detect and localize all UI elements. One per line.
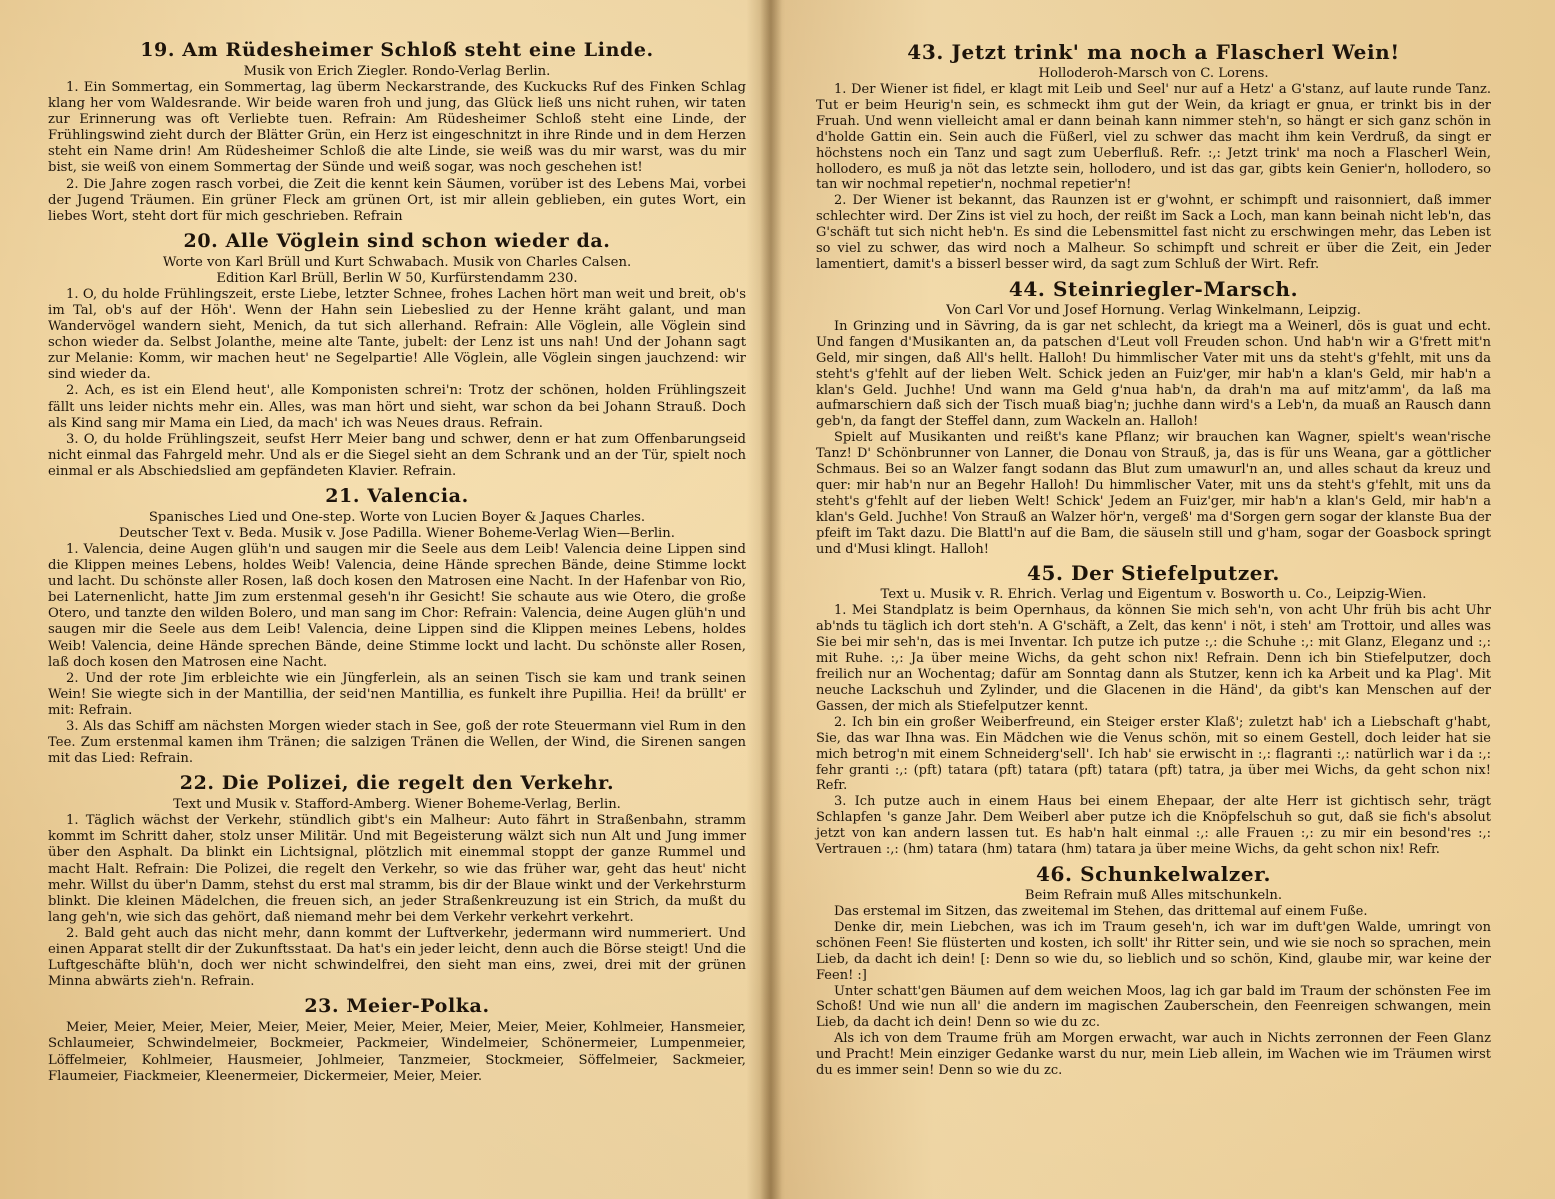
song-credit: Text und Musik v. Stafford-Amberg. Wiener Boheme-Verlag, Berlin.: [173, 797, 621, 813]
song-credit: Edition Karl Brüll, Berlin W 50, Kurfürstendamm 230.: [216, 270, 578, 286]
song-credit: Von Carl Vor und Josef Hornung. Verlag Winkelmann, Leipzig.: [946, 302, 1361, 318]
left-page: [0, 0, 770, 1199]
song-title: 44. Steinriegler-Marsch.: [1008, 276, 1299, 301]
song-title: 21. Valencia.: [325, 484, 469, 507]
song-entry: [48, 38, 746, 225]
song-entry: [48, 229, 746, 480]
lyric-paragraph: Meier, Meier, Meier, Meier, Meier, Meier, Meier, Meier, Meier, Meier, Meier, Kohlmeier, Hansmeier, Schlaumeier, Schwindelmeier, Bockmeier, Packmeier, Windelmeier, Schönermeier, Lumpenmeier, Löffelmeier, Kohlmeier, Hausmeier, Johlmeier, Tanzmeier, Stockmeier, Söffelmeier, Sackmeier, Flaumeier, Fiackmeier, Kleenermeier, Dickermeier, Meier, Meier.: [48, 1020, 746, 1084]
song-title: 20. Alle Vöglein sind schon wieder da.: [183, 229, 611, 252]
lyric-paragraph: 1. Der Wiener ist fidel, er klagt mit Leib und Seel' nur auf a Hetz' a G'stanz, auf laute runde Tanz. Tut er beim Heurig'n sein, es schmeckt ihm gut der Wein, da kriagt er gnua, er trinkt bis in der Fruah. Und wenn vielleicht amal er dann beinah kann nimmer steh'n, so hängt er sich ganz schön in d'holde Gattin ein. Sein auch die Füßerl, viel zu schwer das macht ihm kein Verdruß, da singt er höchstens noch ein Tanz und sagt zum Ueberfluß. Refr. :,: Jetzt trink' ma noch a Flascherl Wein, hollodero, es muß ja nöt das letzte sein, hollodero, und ist das gar, gibts kein Genier'n, hollodero, so tan wir nochmal repetier'n, nochmal repetier'n!: [816, 82, 1491, 193]
song-lyrics: [816, 82, 1491, 273]
song-credit: Holloderoh-Marsch von C. Lorens.: [1038, 66, 1269, 81]
lyric-paragraph: 2. Und der rote Jim erbleichte wie ein Jüngferlein, als an seinen Tisch sie kam und trank seinen Wein! Sie wiegte sich in der Mantillia, der seid'nen Mantillia, es funkelt ihre Pupillia. Hei! da brüllt' er mit: Refrain.: [48, 670, 746, 718]
lyric-paragraph: 2. Bald geht auch das nicht mehr, dann kommt der Luftverkehr, jedermann wird nummeriert. Und einen Apparat stellt dir der Zukunftsstaat. Da hat's ein jeder leicht, denn auch die Börse steigt! Und die Luftgeschäfte blüh'n, doch wer nicht schwindelfrei, den sieht man eins, zwei, drei mit der grünen Minna abwärts zieh'n. Refrain.: [48, 925, 746, 990]
song-entry: [816, 277, 1491, 558]
lyric-paragraph: 1. Ein Sommertag, ein Sommertag, lag überm Neckarstrande, des Kuckucks Ruf des Finken Schlag klang her vom Waldesrande. Wir beide waren froh und jung, das Glück ließ uns nicht ruhen, wir taten zur Erinnerung was oft Verliebte tuen. Refrain: Am Rüdesheimer Schloß steht eine Linde, der Frühlingswind zieht durch der Blätter Grün, ein Herz ist eingeschnitzt in ihre Rinde und in dem Herzen steht ein Name drin! Am Rüdesheimer Schloß die alte Linde, sie weiß was du mir warst, was du mir bist, sie weiß von einem Sommertag der Sünde und weiß sogar, was noch geschehen ist!: [48, 80, 746, 176]
lyric-paragraph: Als ich von dem Traume früh am Morgen erwacht, war auch in Nichts zerronnen der Feen Glanz und Pracht! Mein einziger Gedanke warst du nur, mein Lieb allein, im Wachen wie im Träumen wirst du es immer sein! Denn so wie du zc.: [816, 1031, 1491, 1079]
lyric-paragraph: 2. Der Wiener ist bekannt, das Raunzen ist er g'wohnt, er schimpft und raisonniert, daß immer schlechter wird. Der Zins ist viel zu hoch, der reißt im Sack a Loch, man kann beinah nicht leb'n, das G'schäft tut sich nicht heb'n. Es sind die Lebensmittel fast nicht zu erschwingen mehr, das Leben ist so viel zu schwer, das wird noch a Malheur. So schimpft und schreit er über die Zeit, ein Jeder lamentiert, damit's a bisserl besser wird, da sagt zum Schluß der Wirt. Refr.: [816, 193, 1491, 272]
lyric-paragraph: 3. Als das Schiff am nächsten Morgen wieder stach in See, goß der rote Steuermann viel Rum in den Tee. Zum erstenmal kamen ihm Tränen; die salzigen Tränen die Wellen, der Wind, die Sirenen sangen mit das Lied: Refrain.: [48, 719, 746, 767]
song-lyrics: [48, 1020, 746, 1084]
lyric-paragraph: 2. Die Jahre zogen rasch vorbei, die Zeit die kennt kein Säumen, vorüber ist des Lebens Mai, vorbei der Jugend Träumen. Ein grüner Fleck am grünen Ort, ist mir allein geblieben, ein gutes Wort, ein liebes Wort, steht dort für mich geschrieben. Refrain: [48, 176, 746, 224]
song-title: 19. Am Rüdesheimer Schloß steht eine Linde.: [140, 39, 654, 61]
song-title: 22. Die Polizei, die regelt den Verkehr.: [179, 772, 615, 795]
lyric-paragraph: 1. Täglich wächst der Verkehr, stündlich gibt's ein Malheur: Auto fährt in Straßenbahn, stramm kommt im Schritt daher, stolz unser Militär. Und mit Begeisterung wälzt sich nun Alt und Jung immer über den Asphalt. Da blinkt ein Lichtsignal, plötzlich mit einemmal stoppt der ganze Rummel und macht Halt. Refrain: Die Polizei, die regelt den Verkehr, so wie das früher war, geht das heut' nicht mehr. Willst du über'n Damm, stehst du erst mal stramm, bis dir der Blaue winkt und der Verkehrsturm blinkt. Die kleinen Mädelchen, die freuen sich, an jeder Straßenkreuzung ist ein Strich, da mußt du lang geh'n, wie sich das gehört, daß niemand mehr bei dem Verkehr verkehrt verkehrt.: [48, 813, 746, 925]
right-page: [776, 0, 1555, 1199]
song-title: 23. Meier-Polka.: [304, 995, 490, 1018]
song-credit: Deutscher Text v. Beda. Musik v. Jose Padilla. Wiener Boheme-Verlag Wien—Berlin.: [119, 525, 675, 541]
song-lyrics: [48, 813, 746, 990]
song-entry: [48, 771, 746, 990]
song-credit: Beim Refrain muß Alles mitschunkeln.: [1024, 887, 1283, 903]
lyric-paragraph: Spielt auf Musikanten und reißt's kane Pflanz; wir brauchen kan Wagner, spielt's wean'rische Tanz! D' Schönbrunner von Lanner, die Donau von Strauß, ja, das is für uns Weana, gar a göttlicher Schmaus. Bei so an Walzer fangt sodann das Blut zum umawurl'n an, und alles schaut da kreuz und quer: mir hab'n nur an Begehr Halloh! Du himmlischer Vater, mit uns da steht's g'fehlt, mit uns da steht's g'fehlt auf der lieben Welt! Schick' Jedem an Fuiz'ger, mir hab'n a klan's Geld, mir hab'n a klan's Geld. Juchhe! Von Strauß an Walzer hör'n, vergeß' ma d'Sorgen gern sogar der klanste Bua der pfeift im Takt dazu. Die Blattl'n auf die Bam, die säuseln still und g'ham, sogar der Goasbock springt und d'Musi klingt. Halloh!: [816, 430, 1491, 557]
song-lyrics: [816, 319, 1491, 558]
song-lyrics: [48, 287, 746, 480]
lyric-paragraph: Das erstemal im Sitzen, das zweitemal im Stehen, das drittemal auf einem Fuße.: [834, 903, 1368, 919]
song-credit: Worte von Karl Brüll und Kurt Schwabach. Musik von Charles Calsen.: [162, 254, 632, 270]
song-credit: Musik von Erich Ziegler. Rondo-Verlag Berlin.: [243, 64, 551, 79]
song-lyrics: [48, 80, 746, 225]
song-lyrics: [816, 904, 1491, 1079]
song-credit: Spanisches Lied und One-step. Worte von Lucien Boyer & Jaques Charles.: [148, 509, 646, 525]
lyric-paragraph: 1. O, du holde Frühlingszeit, erste Liebe, letzter Schnee, frohes Lachen hört man weit und breit, ob's im Tal, ob's auf der Höh'. Wenn der Hahn sein Liebeslied zu der Henne kräht galant, und man Wandervögel wandern sieht, Menich, da tut sich allerhand. Refrain: Alle Vöglein, alle Vöglein sind schon wieder da. Selbst Jolanthe, meine alte Tante, jubelt: der Lenz ist uns nah! Und der Johann sagt zur Melanie: Komm, wir machen heut' ne Segelpartie! Alle Vöglein, alle Vöglein singen jauchzend: wir sind wieder da.: [48, 286, 746, 383]
lyric-paragraph: 2. Ich bin ein großer Weiberfreund, ein Steiger erster Klaß'; zuletzt hab' ich a Liebschaft g'habt, Sie, das war Ihna was. Ein Mädchen wie die Venus schön, mit so einem Gestell, doch leider hat sie mich betrog'n mit einem Schneiderg'sell'. Ich hab' sie erwischt in :,: flagranti :,: natürlich war i da :,: fehr granti :,: (pft) tatara (pft) tatara (pft) tatara (pft) tatra, ja über mei Wichs, da geht schon nix! Refr.: [816, 714, 1491, 794]
song-title: 45. Der Stiefelputzer.: [1027, 561, 1280, 586]
song-credit: Text u. Musik v. R. Ehrich. Verlag und Eigentum v. Bosworth u. Co., Leipzig-Wien.: [880, 587, 1427, 603]
song-entry: [48, 484, 746, 767]
lyric-paragraph: 1. Mei Standplatz is beim Opernhaus, da können Sie mich seh'n, von acht Uhr früh bis acht Uhr ab'nds tu täglich ich dort steh'n. A G'schäft, a Zelt, das kenn' i nöt, i steh' am Trottoir, und alles was Sie bei mir seh'n, das is mei Inventar. Ich putze ich putze :,: die Schuhe :,: mit Glanz, Eleganz und :,: mit Ruhe. :,: Ja über meine Wichs, da geht schon nix! Refrain. Denn ich bin Stiefelputzer, doch freilich nur an Wochentag; dafür am Sonntag dann als Stutzer, kenn ich ka Arbeit und ka Plag'. Mit neuche Lackschuh und Zylinder, und die Glacenen in die Händ', da gibt's kan Menschen auf der Gassen, der mich als Stiefelputzer kennt.: [816, 603, 1491, 714]
lyric-paragraph: Denke dir, mein Liebchen, was ich im Traum geseh'n, ich war im duft'gen Walde, umringt von schönen Feen! Sie flüsterten und kosten, ich sollt' ihr Ritter sein, und wie sie noch so sprachen, mein Lieb, da dacht ich dein! [: Denn so wie du, so lieblich und so schön, Kind, glaube mir, war keine der Feen! :]: [816, 919, 1491, 983]
song-entry: [816, 40, 1491, 273]
lyric-paragraph: In Grinzing und in Sävring, da is gar net schlecht, da kriegt ma a Weinerl, dös is guat und echt. Und fangen d'Musikanten an, da patschen d'Leut voll Freuden schon. Und hab'n wir a G'frett mit'n Geld, mir singen, daß All's hellt. Halloh! Du himmlischer Vater mit uns da steht's g'fehlt, mit uns da steht's g'fehlt auf der lieben Welt. Schick jeden an Fuiz'ger, mir hab'n a klan's Geld, mir hab'n a klan's Geld. Juchhe! Und wann ma Geld g'nua hab'n, da drah'n ma auf mitz'amm', da laß ma aufmarschiern daß sich der Tisch muaß biag'n; juchhe dann wird's a Leb'n, da muaß an Rausch dann geb'n, da fangt der Steffel dann, zum Wackeln an. Halloh!: [816, 318, 1491, 430]
song-entry: [816, 862, 1491, 1079]
lyric-paragraph: 3. Ich putze auch in einem Haus bei einem Ehepaar, der alte Herr ist gichtisch sehr, trägt Schlapfen 's ganze Jahr. Dem Weiberl aber putze ich die Knöpfelschuh so gut, daß sie fich's absolut jetzt von kan andern lassen tut. Es hab'n halt einmal :,: alle Frauen :,: zu mir ein besond'res :,: Vertrauen :,: (hm) tatara (hm) tatara (hm) tatara ja über meine Wichs, da geht schon nix! Refr.: [816, 794, 1491, 858]
lyric-paragraph: 1. Valencia, deine Augen glüh'n und saugen mir die Seele aus dem Leib! Valencia deine Lippen sind die Klippen meines Lebens, holdes Weib! Valencia, deine Hände sprechen Bände, deine Stimme lockt und lacht. Du schönste aller Rosen, laß doch kosen den Matrosen eine Nacht. In der Hafenbar von Rio, bei Laternenlicht, hatte Jim zum erstenmal geseh'n ihr Gesicht! Sie schaute aus wie Otero, die große Otero, und tanzte den wilden Bolero, und man sang im Chor: Refrain: Valencia, deine Augen glüh'n und saugen mir die Seele aus dem Leib! Valencia, deine Lippen sind die Klippen meines Lebens, holdes Weib! Valencia, deine Hände sprechen Bände, deine Stimme lockt und lacht. Du schönste aller Rosen, laß doch kosen den Matrosen eine Nacht.: [48, 541, 746, 670]
song-lyrics: [48, 542, 746, 767]
song-entry: [48, 994, 746, 1084]
song-title: 46. Schunkelwalzer.: [1035, 861, 1272, 886]
lyric-paragraph: 2. Ach, es ist ein Elend heut', alle Komponisten schrei'n: Trotz der schönen, holden Frühlingszeit fällt uns leider nichts mehr ein. Alles, was man hört und sieht, war schon da bei Johann Strauß. Doch als Kind sang mir Mama ein Lied, da mach' ich was Neues draus. Refrain.: [48, 383, 746, 431]
song-title: 43. Jetzt trink' ma noch a Flascherl Wein!: [907, 40, 1400, 64]
song-lyrics: [816, 603, 1491, 858]
song-entry: [816, 561, 1491, 858]
lyric-paragraph: Unter schatt'gen Bäumen auf dem weichen Moos, lag ich gar bald im Traum der schönsten Fee im Schoß! Und wie nun all' die andern im magischen Zauberschein, den Feenreigen schwangen, mein Lieb, da dacht ich dein! Denn so wie du zc.: [816, 983, 1491, 1031]
lyric-paragraph: 3. O, du holde Frühlingszeit, seufst Herr Meier bang und schwer, denn er hat zum Offenbarungseid nicht einmal das Fahrgeld mehr. Und als er die Siegel sieht an dem Schrank und an der Tür, spielt noch einmal er als Abschiedslied am gepfändeten Klavier. Refrain.: [48, 431, 746, 479]
